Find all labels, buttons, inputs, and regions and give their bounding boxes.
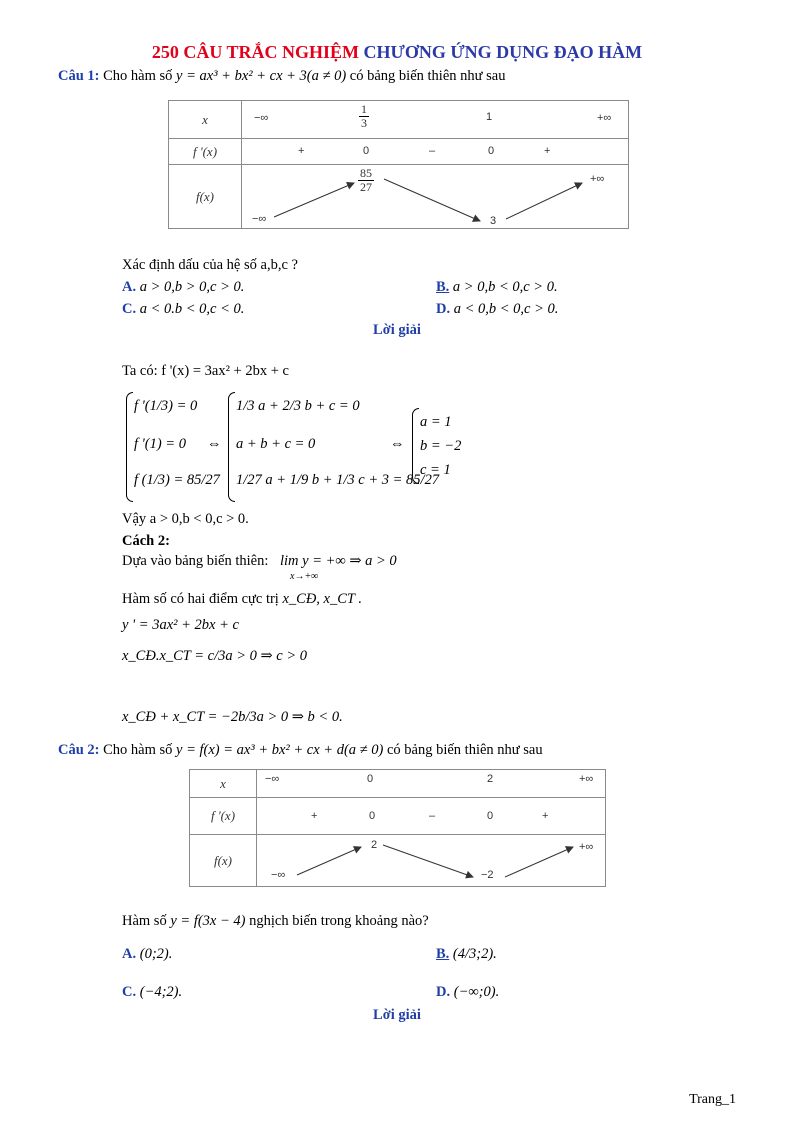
q1-variation-arrows (242, 165, 631, 229)
q1-x-neg-inf: −∞ (254, 112, 269, 124)
q1-row-fp-label: f '(x) (169, 139, 242, 165)
q2-header (58, 742, 543, 759)
q2-option-b-label: B. (436, 946, 450, 962)
q2-fp-sign-2: – (429, 810, 436, 822)
q1-option-c-label: C. (122, 301, 137, 317)
q1-label: Câu 1: (58, 68, 100, 84)
q1-row-fp (242, 139, 629, 165)
q2-variation-table (189, 769, 606, 887)
q1-sys2-eq2: a + b + c = 0 (236, 436, 316, 452)
q1-option-b-text: a > 0,b < 0,c > 0. (452, 279, 558, 295)
q1-option-c[interactable] (122, 301, 244, 318)
q1-equiv-2: ⇔ (390, 436, 405, 452)
q1-solution-label: Lời giải (373, 322, 421, 338)
q2-row-f-label: f(x) (190, 835, 257, 887)
q1-fp-zero-2: 0 (488, 145, 495, 157)
q2-row-fp (257, 798, 606, 835)
q2-row-x-label: x (190, 770, 257, 798)
q1-text-post: có bảng biến thiên như sau (349, 68, 506, 84)
q1-question: Xác định dấu của hệ số a,b,c ? (122, 257, 298, 273)
q1-option-c-text: a < 0.b < 0,c < 0. (139, 301, 245, 317)
page-footer: Trang_1 (689, 1092, 736, 1107)
q1-sys1-eq2: f '(1) = 0 (134, 436, 186, 452)
q1-f-pos-inf: +∞ (590, 173, 605, 185)
q2-option-c-text: (−4;2). (139, 984, 183, 1000)
q1-option-d[interactable] (436, 301, 558, 318)
q1-fp-sign-2: – (429, 145, 436, 157)
q2-question: Hàm số y = f(3x − 4) nghịch biến trong khoảng nào? (122, 913, 429, 929)
q2-question-formula: y = f(3x − 4) (170, 913, 246, 929)
q1-sys2-eq3: 1/27 a + 1/9 b + 1/3 c + 3 = 85/27 (236, 472, 440, 488)
q2-fp-zero-2: 0 (487, 810, 494, 822)
q1-option-d-text: a < 0,b < 0,c > 0. (453, 301, 559, 317)
q1-row-x-label: x (169, 101, 242, 139)
q1-f-neg-inf: −∞ (252, 213, 267, 225)
q2-x-neg-inf: −∞ (265, 773, 280, 785)
q1-header (58, 68, 505, 85)
q1-fp-sign-1: + (298, 145, 305, 157)
q1-sol-line1: Ta có: f '(x) = 3ax² + 2bx + c (122, 363, 289, 379)
q1-sys3-a: a = 1 (420, 414, 452, 430)
q1-row-x (242, 101, 629, 139)
q1-m2-prod: x_CĐ.x_CT = c/3a > 0 ⇒ c > 0 (122, 648, 308, 664)
q2-option-d-label: D. (436, 984, 451, 1000)
q2-option-c[interactable] (122, 984, 182, 1001)
q1-m2-lim-sub: x→+∞ (290, 571, 319, 582)
q1-conclusion: Vậy a > 0,b < 0,c > 0. (122, 511, 249, 527)
q1-row-f (242, 165, 629, 229)
q2-x-pos-inf: +∞ (579, 773, 594, 785)
q1-m2-line1: Dựa vào bảng biến thiên: lim y = +∞ ⇒ a > 0 (122, 553, 397, 569)
q1-option-b-label: B. (436, 279, 450, 295)
q2-x-2: 2 (487, 773, 494, 785)
q1-option-b[interactable] (436, 279, 558, 296)
q1-option-d-label: D. (436, 301, 451, 317)
q1-f-3: 3 (490, 215, 497, 227)
q2-fp-zero-1: 0 (369, 810, 376, 822)
q1-variation-table (168, 100, 629, 229)
q1-row-f-label: f(x) (169, 165, 242, 229)
q2-row-x (257, 770, 606, 798)
q2-row-f (257, 835, 606, 887)
q1-x-1-3: $\frac{1}{3}$ (361, 102, 367, 130)
q2-option-a-label: A. (122, 946, 137, 962)
q1-formula: y = ax³ + bx² + cx + 3(a ≠ 0) (176, 68, 347, 84)
q2-f-neg-inf: −∞ (271, 869, 286, 881)
q2-solution-label: Lời giải (373, 1007, 421, 1023)
q1-option-a-text: a > 0,b > 0,c > 0. (139, 279, 245, 295)
q1-m2-lim: lim y = +∞ ⇒ a > 0 (280, 553, 397, 569)
q2-text-post: có bảng biến thiên như sau (386, 742, 543, 758)
q1-m2-ext: x_CĐ, x_CT . (282, 591, 362, 607)
q1-method2: Cách 2: (122, 533, 170, 549)
q2-row-fp-label: f '(x) (190, 798, 257, 835)
q2-x-0: 0 (367, 773, 374, 785)
q1-m2-line2: Hàm số có hai điểm cực trị x_CĐ, x_CT . (122, 591, 362, 607)
q2-fp-sign-3: + (542, 810, 549, 822)
q2-text-pre: Cho hàm số (103, 742, 173, 758)
title-part2: CHƯƠNG ỨNG DỤNG ĐẠO HÀM (363, 42, 643, 62)
q2-option-d[interactable] (436, 984, 499, 1001)
q1-fp-sign-3: + (544, 145, 551, 157)
q1-sys3-b: b = −2 (420, 438, 462, 454)
q1-option-a-label: A. (122, 279, 137, 295)
q2-option-b-text: (4/3;2). (452, 946, 497, 962)
q1-m2-deriv: y ' = 3ax² + 2bx + c (122, 617, 239, 633)
q1-x-1: 1 (486, 111, 493, 123)
q2-f-2: 2 (371, 839, 378, 851)
q2-option-b[interactable] (436, 946, 497, 963)
q1-brace-2 (228, 392, 235, 502)
q2-f-neg-2: −2 (481, 869, 494, 881)
q2-variation-arrows (257, 835, 607, 887)
q1-sys1-eq1: f '(1/3) = 0 (134, 398, 198, 414)
q2-option-a-text: (0;2). (139, 946, 173, 962)
q1-sys3-c: c = 1 (420, 462, 451, 478)
q1-text-pre: Cho hàm số (103, 68, 173, 84)
q1-f-85-27: $\frac{85}{27}$ (360, 166, 372, 194)
q1-m2-sum: x_CĐ + x_CT = −2b/3a > 0 ⇒ b < 0. (122, 709, 343, 725)
q2-option-d-text: (−∞;0). (453, 984, 500, 1000)
q1-fp-zero-1: 0 (363, 145, 370, 157)
q2-label: Câu 2: (58, 742, 100, 758)
q1-sys1-eq3: f (1/3) = 85/27 (134, 472, 220, 488)
q1-sys2-eq1: 1/3 a + 2/3 b + c = 0 (236, 398, 360, 414)
q2-option-c-label: C. (122, 984, 137, 1000)
q2-formula: y = f(x) = ax³ + bx² + cx + d(a ≠ 0) (176, 742, 384, 758)
q2-option-a[interactable] (122, 946, 172, 963)
page-title (0, 42, 794, 63)
q1-x-pos-inf: +∞ (597, 112, 612, 124)
title-part1: 250 CÂU TRẮC NGHIỆM (151, 42, 360, 62)
q2-fp-sign-1: + (311, 810, 318, 822)
q2-f-pos-inf: +∞ (579, 841, 594, 853)
q1-equiv-1: ⇔ (207, 436, 222, 452)
q1-brace-1 (126, 392, 133, 502)
q1-option-a[interactable] (122, 279, 244, 296)
